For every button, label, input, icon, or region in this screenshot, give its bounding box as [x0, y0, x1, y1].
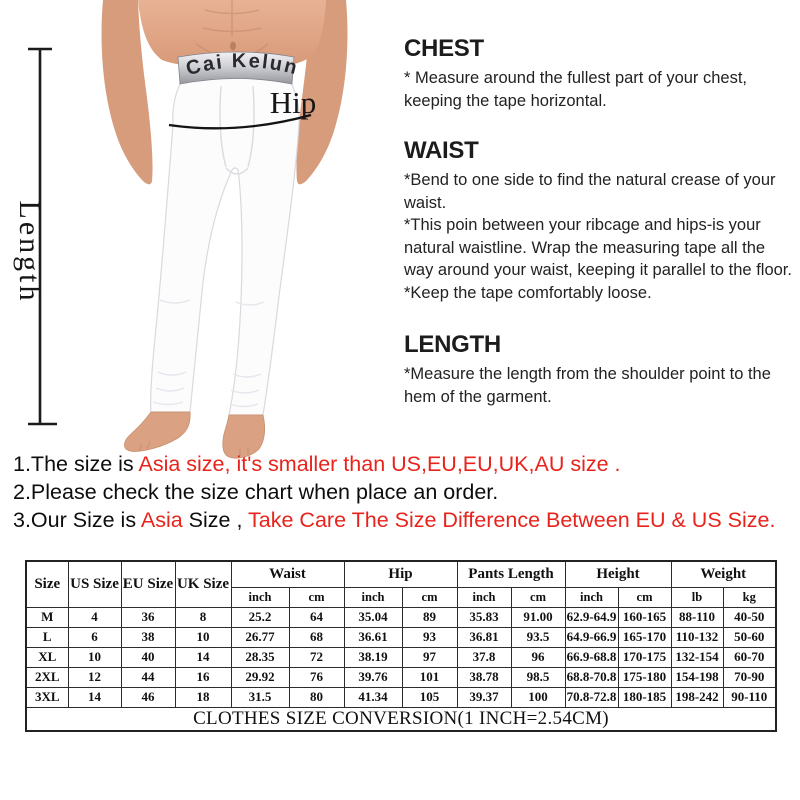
note-text-red: Asia [140, 508, 183, 532]
table-cell: XL [26, 647, 68, 667]
guide-section-chest [404, 36, 796, 112]
table-cell: 14 [175, 647, 231, 667]
table-cell: 90-110 [723, 687, 776, 707]
table-cell: 70.8-72.8 [565, 687, 618, 707]
table-cell: 96 [511, 647, 565, 667]
table-cell: 31.5 [231, 687, 289, 707]
table-cell: 154-198 [671, 667, 723, 687]
subheader-unit: cm [511, 587, 565, 607]
table-cell: 10 [68, 647, 121, 667]
subheader-unit: lb [671, 587, 723, 607]
table-cell: 132-154 [671, 647, 723, 667]
table-cell: 25.2 [231, 607, 289, 627]
table-cell: 70-90 [723, 667, 776, 687]
table-row-2xl [26, 667, 776, 687]
guide-text: * Measure around the fullest part of your chest, keeping the tape horizontal. [404, 69, 748, 110]
col-header-height: Height [565, 561, 671, 587]
brand-label: Cai Kelun [183, 50, 301, 81]
subheader-unit: cm [402, 587, 457, 607]
guide-title-waist: WAIST [404, 137, 479, 164]
subheader-unit: inch [231, 587, 289, 607]
table-cell: 98.5 [511, 667, 565, 687]
table-cell: 18 [175, 687, 231, 707]
table-cell: 38.78 [457, 667, 511, 687]
model-navel [230, 42, 236, 51]
subheader-unit: cm [618, 587, 671, 607]
table-cell: 89 [402, 607, 457, 627]
table-cell: 50-60 [723, 627, 776, 647]
guide-text: *This poin between your ribcage and hips-is your natural waistline. Wrap the measuring tape all the way around your waist, keeping it parallel to the floor. [404, 216, 792, 279]
note-text-red: Asia size, it's smaller than US,EU,EU,UK,AU size . [138, 452, 621, 476]
table-cell: 16 [175, 667, 231, 687]
table-cell: 28.35 [231, 647, 289, 667]
guide-title-length: LENGTH [404, 331, 501, 358]
table-cell: 37.8 [457, 647, 511, 667]
table-cell: 68 [289, 627, 344, 647]
table-cell: 39.37 [457, 687, 511, 707]
model-left-foot [124, 412, 190, 451]
col-header-size: Size [26, 561, 68, 607]
table-cell: 10 [175, 627, 231, 647]
col-header-weight: Weight [671, 561, 776, 587]
hip-label: Hip [269, 85, 317, 120]
table-cell: 36.61 [344, 627, 402, 647]
table-cell: 101 [402, 667, 457, 687]
guide-section-length [404, 332, 796, 408]
note-text: 2.Please check the size chart when place an order. [13, 480, 499, 504]
size-chart [25, 560, 775, 732]
note-text: 1.The size is [13, 452, 139, 476]
note-line-2 [13, 478, 795, 506]
table-cell: 4 [68, 607, 121, 627]
model-figure-svg [0, 0, 400, 462]
table-cell: 91.00 [511, 607, 565, 627]
table-cell: 160-165 [618, 607, 671, 627]
table-cell: 38 [121, 627, 175, 647]
table-cell: 14 [68, 687, 121, 707]
table-cell: 26.77 [231, 627, 289, 647]
guide-text: *Keep the tape comfortably loose. [404, 283, 652, 302]
col-header-pants-length: Pants Length [457, 561, 565, 587]
table-row-l [26, 627, 776, 647]
table-cell: 93 [402, 627, 457, 647]
col-header-eu-size: EU Size [121, 561, 175, 607]
table-cell: 80 [289, 687, 344, 707]
measuring-guide [404, 36, 796, 408]
table-cell: 36.81 [457, 627, 511, 647]
table-row-xl [26, 647, 776, 667]
guide-section-waist [404, 138, 796, 304]
note-text: 3.Our Size is [13, 508, 141, 532]
table-cell: 2XL [26, 667, 68, 687]
table-cell: 46 [121, 687, 175, 707]
guide-text: *Bend to one side to find the natural crease of your waist. [404, 171, 776, 212]
note-text-red: Take Care The Size Difference Between EU & US Size. [248, 508, 776, 532]
table-cell: 175-180 [618, 667, 671, 687]
table-cell: 39.76 [344, 667, 402, 687]
table-cell: 12 [68, 667, 121, 687]
table-cell: 60-70 [723, 647, 776, 667]
table-cell: 44 [121, 667, 175, 687]
table-cell: 40 [121, 647, 175, 667]
table-cell: 100 [511, 687, 565, 707]
subheader-unit: cm [289, 587, 344, 607]
table-cell: 29.92 [231, 667, 289, 687]
subheader-unit: inch [344, 587, 402, 607]
table-cell: 38.19 [344, 647, 402, 667]
table-cell: 66.9-68.8 [565, 647, 618, 667]
table-cell: 170-175 [618, 647, 671, 667]
subheader-unit: inch [457, 587, 511, 607]
table-cell: 105 [402, 687, 457, 707]
table-cell: 68.8-70.8 [565, 667, 618, 687]
col-header-hip: Hip [344, 561, 457, 587]
table-cell: 110-132 [671, 627, 723, 647]
table-cell: 76 [289, 667, 344, 687]
length-label: Length [13, 200, 46, 304]
guide-text: *Measure the length from the shoulder point to the hem of the garment. [404, 365, 771, 406]
col-header-waist: Waist [231, 561, 344, 587]
table-cell: L [26, 627, 68, 647]
table-cell: 198-242 [671, 687, 723, 707]
table-cell: 40-50 [723, 607, 776, 627]
col-header-uk-size: UK Size [175, 561, 231, 607]
table-cell: 165-170 [618, 627, 671, 647]
note-text: Size , [182, 508, 249, 532]
table-row-m [26, 607, 776, 627]
table-cell: 180-185 [618, 687, 671, 707]
table-cell: 36 [121, 607, 175, 627]
model-photo [0, 0, 400, 462]
table-cell: 88-110 [671, 607, 723, 627]
table-cell: 35.04 [344, 607, 402, 627]
conversion-note: CLOTHES SIZE CONVERSION(1 INCH=2.54CM) [26, 707, 776, 731]
note-line-1 [13, 450, 795, 478]
table-cell: 64.9-66.9 [565, 627, 618, 647]
subheader-unit: kg [723, 587, 776, 607]
table-cell: 64 [289, 607, 344, 627]
subheader-unit: inch [565, 587, 618, 607]
guide-title-chest: CHEST [404, 35, 484, 62]
table-row-3xl [26, 687, 776, 707]
table-cell: 3XL [26, 687, 68, 707]
table-cell: 62.9-64.9 [565, 607, 618, 627]
size-chart-table [25, 560, 777, 732]
table-cell: 97 [402, 647, 457, 667]
table-footer-row [26, 707, 776, 731]
table-cell: 6 [68, 627, 121, 647]
table-cell: 41.34 [344, 687, 402, 707]
table-cell: 8 [175, 607, 231, 627]
table-cell: 35.83 [457, 607, 511, 627]
table-header-row [26, 561, 776, 587]
table-cell: 72 [289, 647, 344, 667]
note-line-3 [13, 506, 795, 534]
table-cell: M [26, 607, 68, 627]
table-cell: 93.5 [511, 627, 565, 647]
col-header-us-size: US Size [68, 561, 121, 607]
size-notes [13, 450, 795, 534]
